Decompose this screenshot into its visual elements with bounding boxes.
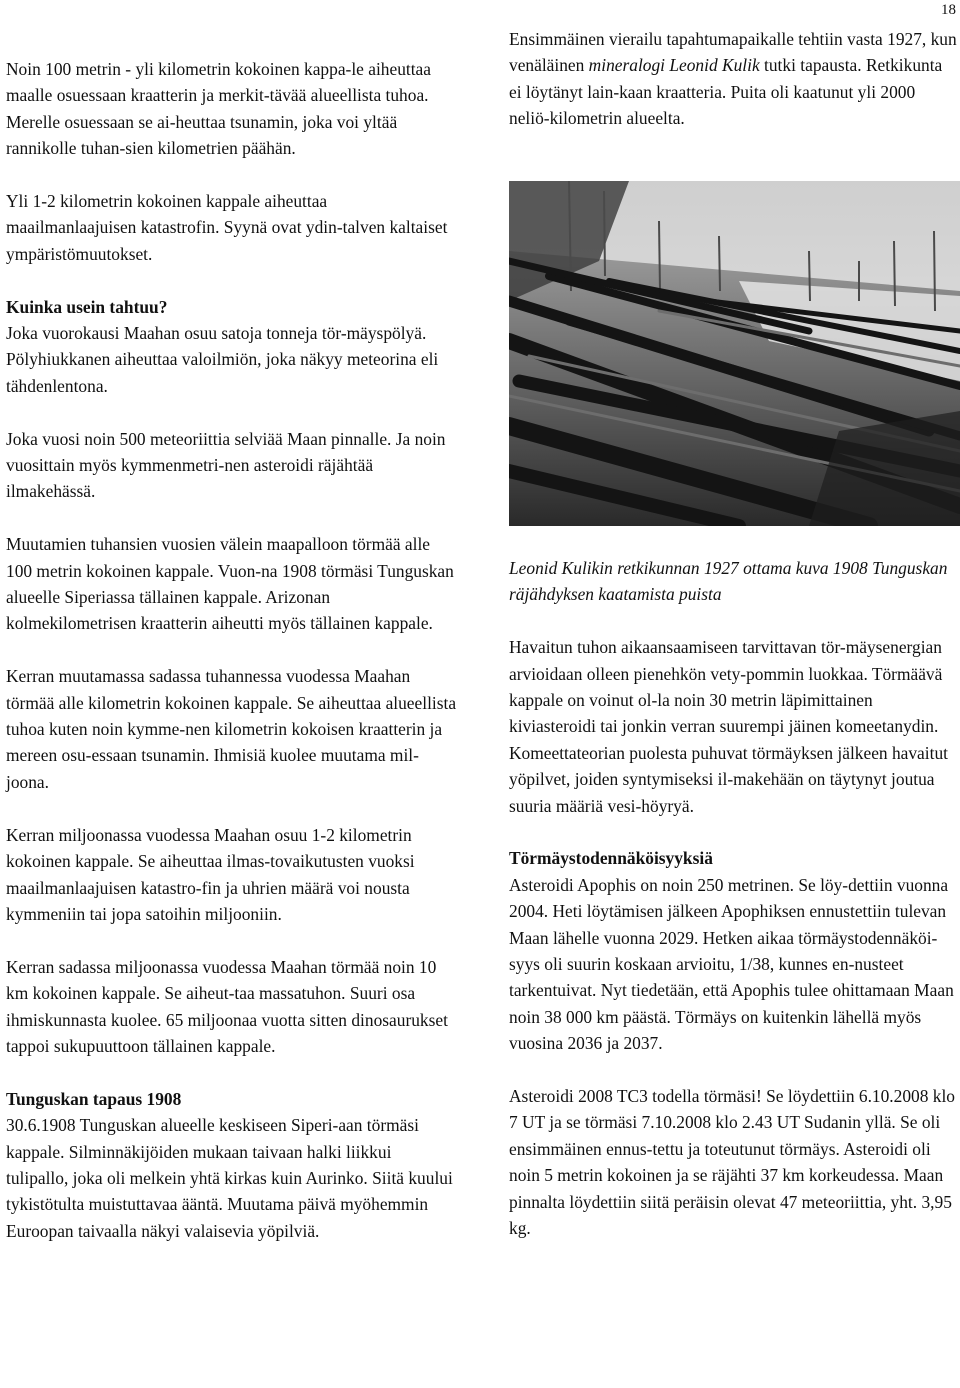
paragraph-kulik-expedition <box>509 26 957 132</box>
heading-tunguska: Tunguskan tapaus 1908 <box>6 1088 182 1109</box>
expedition-text-start: Ensimmäinen vierailu tapahtumapaikalle tehtiin vasta 1927, kun venäläinen <box>509 29 957 76</box>
paragraph-yearly-meteorites: Joka vuosi noin 500 meteoriittia selviää Maan pinnalle. Ja noin vuosittain myös kymmenmetri-nen asteroidi räjähtää ilmakehässä. <box>6 428 446 502</box>
heading-collision-probabilities: Törmäystodennäköisyyksiä <box>509 848 713 869</box>
photo-caption: Leonid Kulikin retkikunnan 1927 ottama kuva 1908 Tunguskan räjähdyksen kaatamista puista <box>509 558 948 605</box>
left-column <box>6 56 458 1244</box>
heading-frequency: Kuinka usein tahtuu? <box>6 296 168 317</box>
paragraph-million-years: Kerran miljoonassa vuodessa Maahan osuu 1-2 kilometrin kokoinen kappale. Se aiheuttaa ilmas-tovaikutusten vuoksi maailmanlaajuisen katastro-fin ja uhrien määrä voi nousta kymmeniin tai jopa satoihin miljooniin. <box>6 824 415 924</box>
paragraph-apophis: Asteroidi Apophis on noin 250 metrinen. Se löy-dettiin vuonna 2004. Heti löytämisen jälkeen Apophiksen ennustettiin tulevan Maan lähelle vuonna 2029. Hetken aikaa törmäystodennäköi-syys oli suurin koskaan arvioitu, 1/38, kunnes en-nusteet tarkentuivat. Nyt tiedetään, että Apophis tulee ohittamaan Maan noin 38 000 km päästä. Törmäys on kuitenkin lähellä myös vuosina 2036 ja 2037. <box>509 874 954 1054</box>
paragraph-daily-dust: Joka vuorokausi Maahan osuu satoja tonneja tör-mäyspölyä. Pölyhiukkanen aiheuttaa valoilmiön, joka näkyy meteorina eli tähdenlentona. <box>6 323 439 396</box>
expedition-text-emphasis: mineralogi Leonid Kulik <box>588 55 760 76</box>
expedition-text-end: tutki tapausta. Retkikunta ei löytänyt lain-kaan kraatteria. Puita oli kaatunut yli 2000 neliö-kilometrin alueelta. <box>509 55 943 129</box>
paragraph-2008-tc3: Asteroidi 2008 TC3 todella törmäsi! Se löydettiin 6.10.2008 klo 7 UT ja se törmäsi 7.10.2008 klo 2.43 UT Sudanin yllä. Se oli ensimmäinen ennus-tettu ja toteutunut törmäys. Asteroidi oli noin 5 metrin kokoinen ja se räjähti 37 km korkeudessa. Maan pinnalta löydettiin siitä peräisin olevat 47 meteoriittia, yht. 3,95 kg. <box>509 1086 955 1239</box>
fallen-trees-photo-icon <box>509 181 960 526</box>
fallen-trees-photo <box>509 181 960 526</box>
paragraph-impact-energy: Havaitun tuhon aikaansaamiseen tarvittavan tör-mäysenergian arvioidaan olleen pienehkön vety-pommin luokkaa. Törmäävä kappale on voinut ol-la noin 30 metrin läpimittainen kiviasteroidi tai jonkin verran suurempi jäinen komeetanydin. Komeettateorian puolesta puhuvat törmäyksen jälkeen havaitut yöpilvet, joiden syntymiseksi il-makehään on täytynyt joutua suuria määriä vesi-höyryä. <box>509 637 948 816</box>
page-number: 18 <box>941 2 956 18</box>
paragraph-tunguska-event: 30.6.1908 Tunguskan alueelle keskiseen Siperi-aan törmäsi kappale. Silminnäkijöiden mukaan taivaan halki liikkui tulipallo, joka oli melkein yhtä kirkas kuin Aurinko. Siitä kuului tykistötulta muistuttavaa ääntä. Muutama päivä myöhemmin Euroopan taivaalla näkyi valaisevia yöpilviä. <box>6 1115 453 1241</box>
right-column-top <box>509 26 957 132</box>
paragraph-millennia-impact: Muutamien tuhansien vuosien välein maapalloon törmää alle 100 metrin kokoinen kappale. Vuon-na 1908 törmäsi Tunguskan alueelle Siperiassa tällainen kappale. Arizonan kolmekilometrisen kraatterin aiheutti myös tällainen kappale. <box>6 534 454 634</box>
right-column-bottom <box>509 555 957 1242</box>
paragraph-hundred-million-years: Kerran sadassa miljoonassa vuodessa Maahan törmää noin 10 km kokoinen kappale. Se aiheut-taa massatuhon. Suuri osa ihmiskunnasta kuolee. 65 miljoonaa vuotta sitten dinosaurukset tappoi sukupuuttoon tällainen kappale. <box>6 956 448 1056</box>
paragraph-1-2km-impact: Yli 1-2 kilometrin kokoinen kappale aiheuttaa maailmanlaajuisen katastrofin. Syynä ovat ydin-talven kaltaiset ympäristömuutokset. <box>6 191 448 264</box>
paragraph-hundred-thousand-years: Kerran muutamassa sadassa tuhannessa vuodessa Maahan törmää alle kilometrin kokoinen kappale. Se aiheuttaa alueellista tuhoa kuten noin kymme-nen kilometrin kokoisen kraatterin ja mereen osu-essaan tsunamin. Ihmisiä kuolee muutama mil-joona. <box>6 666 457 792</box>
paragraph-100m-impact: Noin 100 metrin - yli kilometrin kokoinen kappa-le aiheuttaa maalle osuessaan kraatterin ja merkit-tävää alueellista tuhoa. Merelle osuessaan se ai-heuttaa tsunamin, joka voi yltää rannikolle tuhan-sien kilometrien päähän. <box>6 59 431 159</box>
